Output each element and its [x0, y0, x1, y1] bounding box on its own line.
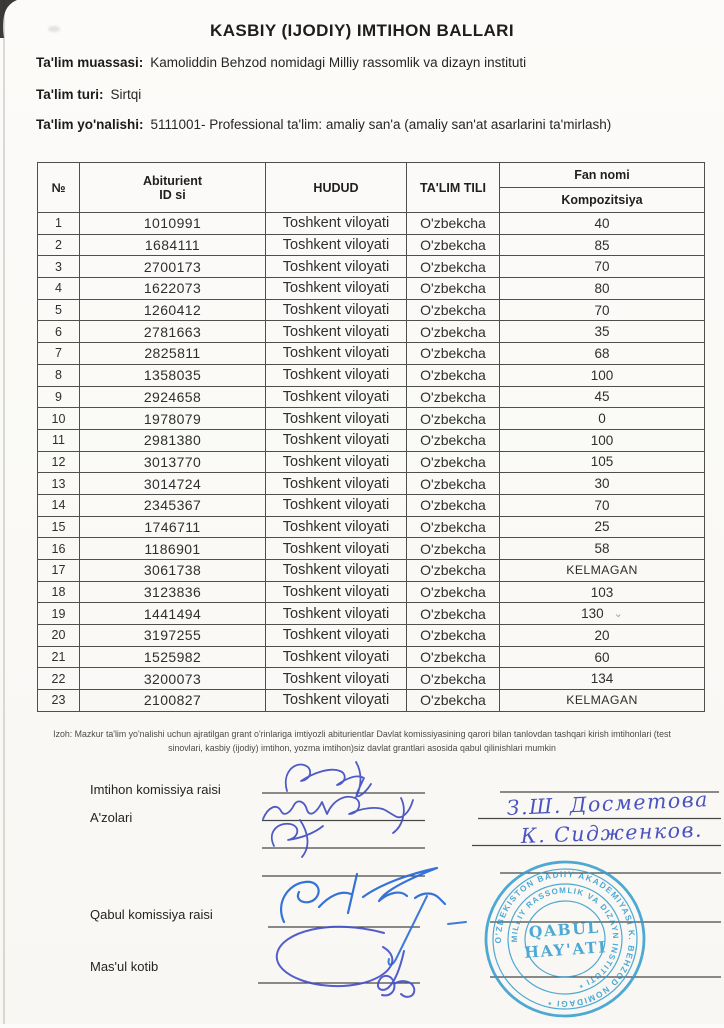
cell-id: 3014724 [80, 473, 266, 495]
cell-no: 20 [38, 625, 80, 647]
field-talim-muassasi [36, 52, 660, 74]
cell-hudud: Toshkent viloyati [266, 278, 407, 300]
table-row [38, 343, 705, 365]
cell-no: 9 [38, 386, 80, 408]
cell-hudud: Toshkent viloyati [266, 690, 407, 712]
cell-hudud: Toshkent viloyati [266, 603, 407, 625]
cell-tili: O'zbekcha [407, 451, 500, 473]
signature-qabul-raisi-tail [389, 896, 466, 965]
header-fan-nomi: Fan nomi [500, 163, 705, 188]
cell-tili: O'zbekcha [407, 603, 500, 625]
table-row [38, 278, 705, 300]
cell-id: 1978079 [80, 408, 266, 430]
cell-hudud: Toshkent viloyati [266, 494, 407, 516]
table-row [38, 668, 705, 690]
cell-score: 58 [500, 538, 705, 560]
cell-no: 22 [38, 668, 80, 690]
cell-score: 80 [500, 278, 705, 300]
cell-score: 30 [500, 473, 705, 495]
table-row [38, 560, 705, 582]
cell-tili: O'zbekcha [407, 278, 500, 300]
label-azolari: A'zolari [90, 810, 133, 825]
signature-imtihon-raisi [286, 762, 371, 797]
cell-hudud: Toshkent viloyati [266, 234, 407, 256]
table-row [38, 213, 705, 235]
cell-no: 5 [38, 299, 80, 321]
cell-no: 21 [38, 646, 80, 668]
cell-tili: O'zbekcha [407, 690, 500, 712]
cell-score: 100 [500, 364, 705, 386]
cell-id: 1746711 [80, 516, 266, 538]
cell-no: 11 [38, 429, 80, 451]
cell-tili: O'zbekcha [407, 581, 500, 603]
cell-hudud: Toshkent viloyati [266, 646, 407, 668]
cell-id: 1186901 [80, 538, 266, 560]
cell-id: 2825811 [80, 343, 266, 365]
cell-hudud: Toshkent viloyati [266, 321, 407, 343]
scores-table [37, 162, 705, 712]
header-abiturient-line2: ID si [159, 187, 186, 202]
cell-no: 23 [38, 690, 80, 712]
header-talim-tili: TA'LIM TILI [407, 163, 500, 213]
table-row [38, 473, 705, 495]
label-masul-kotib: Mas'ul kotib [90, 959, 159, 974]
cell-no: 1 [38, 213, 80, 235]
page-title: KASBIY (IJODIY) IMTIHON BALLARI [210, 21, 514, 40]
label-qabul-komissiya-raisi: Qabul komissiya raisi [90, 907, 213, 922]
table-row [38, 690, 705, 712]
cell-hudud: Toshkent viloyati [266, 343, 407, 365]
cell-tili: O'zbekcha [407, 213, 500, 235]
field-value: 5111001- Professional ta'lim: amaliy san'a (amaliy san'at asarlarini ta'mirlash) [150, 117, 612, 132]
cell-tili: O'zbekcha [407, 256, 500, 278]
cell-id: 3200073 [80, 668, 266, 690]
cell-hudud: Toshkent viloyati [266, 516, 407, 538]
cell-score: 25 [500, 516, 705, 538]
pen-check-mark: ⌄ [613, 608, 623, 621]
field-talim-turi [36, 84, 660, 106]
cell-tili: O'zbekcha [407, 386, 500, 408]
table-row [38, 364, 705, 386]
cell-id: 1684111 [80, 234, 266, 256]
field-value: Sirtqi [110, 87, 142, 102]
cell-no: 15 [38, 516, 80, 538]
table-row [38, 429, 705, 451]
cell-tili: O'zbekcha [407, 473, 500, 495]
field-value: Kamoliddin Behzod nomidagi Milliy rassomlik va dizayn instituti [150, 55, 527, 70]
cell-tili: O'zbekcha [407, 364, 500, 386]
field-label: Ta'lim turi: [36, 87, 104, 102]
handwritten-name-2: К. Сидженков. [520, 817, 704, 848]
cell-tili: O'zbekcha [407, 429, 500, 451]
cell-id: 2781663 [80, 321, 266, 343]
cell-hudud: Toshkent viloyati [266, 451, 407, 473]
table-row [38, 538, 705, 560]
header-no: № [38, 163, 80, 213]
cell-score: 40 [500, 213, 705, 235]
cell-tili: O'zbekcha [407, 321, 500, 343]
cell-score: 134 [500, 668, 705, 690]
cell-id: 3013770 [80, 451, 266, 473]
cell-no: 12 [38, 451, 80, 473]
signature-azo-1 [263, 797, 413, 833]
cell-id: 1441494 [80, 603, 266, 625]
cell-score: 45 [500, 386, 705, 408]
cell-no: 17 [38, 560, 80, 582]
cell-tili: O'zbekcha [407, 625, 500, 647]
table-row [38, 646, 705, 668]
izoh-note: Izoh: Mazkur ta'lim yo'nalishi uchun ajratilgan grant o'rinlariga imtiyozli abiturientlar Davlat komissiyasining qarori bilan tanlovdan tashqari kirish imtihonlari (test sinovlari, kasbiy (ijodiy) imtihon, yozma imtihon)siz davlat grantlari asosida qabul qilinishlari mumkin [53, 729, 671, 754]
cell-tili: O'zbekcha [407, 299, 500, 321]
cell-score: 68 [500, 343, 705, 365]
cell-tili: O'zbekcha [407, 408, 500, 430]
cell-hudud: Toshkent viloyati [266, 560, 407, 582]
scores-table-header [38, 163, 705, 213]
cell-tili: O'zbekcha [407, 343, 500, 365]
cell-id: 3123836 [80, 581, 266, 603]
cell-no: 6 [38, 321, 80, 343]
cell-hudud: Toshkent viloyati [266, 213, 407, 235]
table-row [38, 494, 705, 516]
cell-hudud: Toshkent viloyati [266, 256, 407, 278]
field-label: Ta'lim yo'nalishi: [36, 117, 144, 132]
stamp-ring-text-inner: MILLIY RASSOMLIK VA DIZAYN INSTITUTI * [509, 885, 621, 991]
field-label: Ta'lim muassasi: [36, 55, 144, 70]
qabul-stamp [476, 850, 653, 1027]
cell-no: 10 [38, 408, 80, 430]
header-hudud: HUDUD [266, 163, 407, 213]
cell-id: 1622073 [80, 278, 266, 300]
cell-no: 19 [38, 603, 80, 625]
handwritten-name-1: З.Ш. Досметова [506, 787, 710, 820]
cell-tili: O'zbekcha [407, 560, 500, 582]
signature-masul-kotib [277, 927, 393, 986]
table-row [38, 581, 705, 603]
cell-score: 20 [500, 625, 705, 647]
header-abiturient-id [80, 163, 266, 213]
scores-table-body [38, 213, 705, 712]
cell-tili: O'zbekcha [407, 646, 500, 668]
cell-tili: O'zbekcha [407, 234, 500, 256]
cell-no: 2 [38, 234, 80, 256]
cell-tili: O'zbekcha [407, 494, 500, 516]
cell-hudud: Toshkent viloyati [266, 364, 407, 386]
field-talim-yonalishi [36, 114, 660, 136]
cell-tili: O'zbekcha [407, 516, 500, 538]
table-row [38, 299, 705, 321]
cell-no: 3 [38, 256, 80, 278]
cell-hudud: Toshkent viloyati [266, 386, 407, 408]
cell-no: 13 [38, 473, 80, 495]
stamp-ring-text-outer: O'ZBEKISTON BADIIY AKADEMIYASI K. BEHZOD NOMIDAGI * [492, 868, 638, 1010]
cell-hudud: Toshkent viloyati [266, 538, 407, 560]
signature-azo-2 [272, 820, 323, 857]
cell-no: 7 [38, 343, 80, 365]
table-row [38, 321, 705, 343]
cell-hudud: Toshkent viloyati [266, 299, 407, 321]
cell-no: 14 [38, 494, 80, 516]
cell-tili: O'zbekcha [407, 668, 500, 690]
cell-no: 8 [38, 364, 80, 386]
cell-id: 1525982 [80, 646, 266, 668]
cell-id: 2345367 [80, 494, 266, 516]
table-row [38, 256, 705, 278]
table-row [38, 603, 705, 625]
cell-score: 35 [500, 321, 705, 343]
cell-score: 85 [500, 234, 705, 256]
cell-id: 3061738 [80, 560, 266, 582]
label-imtihon-komissiya-raisi: Imtihon komissiya raisi [90, 782, 221, 797]
header-abiturient-line1: Abiturient [142, 173, 203, 188]
cell-tili: O'zbekcha [407, 538, 500, 560]
cell-id: 1010991 [80, 213, 266, 235]
cell-score: 105 [500, 451, 705, 473]
stamp-center-line2: HAY'ATI [523, 937, 608, 962]
cell-score: KELMAGAN [500, 560, 705, 582]
cell-hudud: Toshkent viloyati [266, 429, 407, 451]
cell-hudud: Toshkent viloyati [266, 581, 407, 603]
cell-id: 2981380 [80, 429, 266, 451]
table-row [38, 408, 705, 430]
cell-no: 18 [38, 581, 80, 603]
cell-hudud: Toshkent viloyati [266, 625, 407, 647]
cell-score: 0 [500, 408, 705, 430]
cell-id: 2100827 [80, 690, 266, 712]
table-row [38, 386, 705, 408]
stamp-center-line1: QABUL [528, 917, 601, 942]
cell-score: 70 [500, 494, 705, 516]
header-kompozitsiya: Kompozitsiya [500, 188, 705, 213]
table-row [38, 625, 705, 647]
cell-hudud: Toshkent viloyati [266, 668, 407, 690]
cell-score: KELMAGAN [500, 690, 705, 712]
cell-no: 16 [38, 538, 80, 560]
cell-id: 2700173 [80, 256, 266, 278]
cell-score: 130 ⌄ [500, 603, 705, 625]
cell-score: 100 [500, 429, 705, 451]
cell-score: 60 [500, 646, 705, 668]
cell-score: 103 [500, 581, 705, 603]
cell-hudud: Toshkent viloyati [266, 473, 407, 495]
cell-no: 4 [38, 278, 80, 300]
table-row [38, 516, 705, 538]
cell-id: 1260412 [80, 299, 266, 321]
table-row [38, 451, 705, 473]
cell-id: 2924658 [80, 386, 266, 408]
cell-id: 3197255 [80, 625, 266, 647]
cell-hudud: Toshkent viloyati [266, 408, 407, 430]
table-row [38, 234, 705, 256]
cell-score: 70 [500, 256, 705, 278]
cell-score: 70 [500, 299, 705, 321]
cell-id: 1358035 [80, 364, 266, 386]
